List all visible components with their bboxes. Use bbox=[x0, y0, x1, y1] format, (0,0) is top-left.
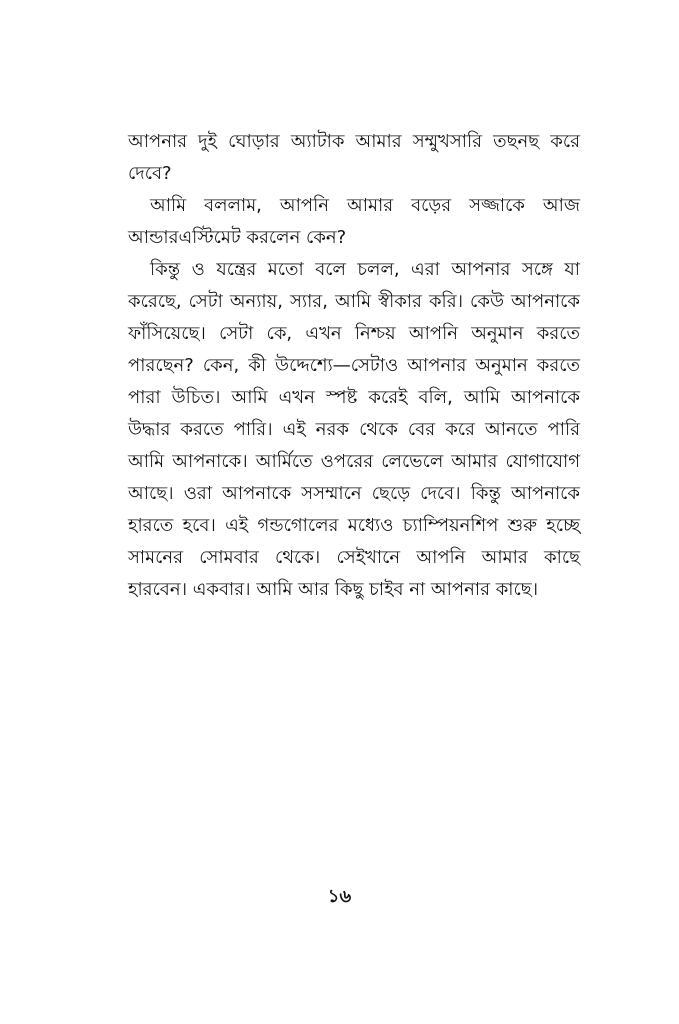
paragraph-3: কিন্তু ও যন্ত্রের মতো বলে চলল, এরা আপনার সঙ্গে যা করেছে, সেটা অন্যায়, স্যার, আমি স্বীকার করি। কেউ আপনাকে ফাঁসিয়েছে। সেটা কে, এখন নিশ্চয় আপনি অনুমান করতে পারছেন? কেন, কী উদ্দেশ্যে—সেটাও আপনার অনুমান করতে পারা উচিত। আমি এখন স্পষ্ট করেই বলি, আমি আপনাকে উদ্ধার করতে পারি। এই নরক থেকে বের করে আনতে পারি আমি আপনাকে। আর্মিতে ওপরের লেভেলে আমার যোগাযোগ আছে। ওরা আপনাকে সসম্মানে ছেড়ে দেবে। কিন্তু আপনাকে হারতে হবে। এই গন্ডগোলের মধ্যেও চ্যাম্পিয়নশিপ শুরু হচ্ছে সামনের সোমবার থেকে। সেইখানে আপনি আমার কাছে হারবেন। একবার। আমি আর কিছু চাইব না আপনার কাছে। bbox=[128, 259, 580, 600]
paragraph-1: আপনার দুই ঘোড়ার অ্যাটাক আমার সম্মুখসারি তছনছ করে দেবে? bbox=[128, 131, 580, 184]
page-number: ১৬ bbox=[327, 886, 352, 907]
paragraph-2: আমি বললাম, আপনি আমার বড়ের সজ্জাকে আজ আন্ডারএস্টিমেট করলেন কেন? bbox=[128, 195, 580, 248]
body-text bbox=[128, 126, 580, 606]
